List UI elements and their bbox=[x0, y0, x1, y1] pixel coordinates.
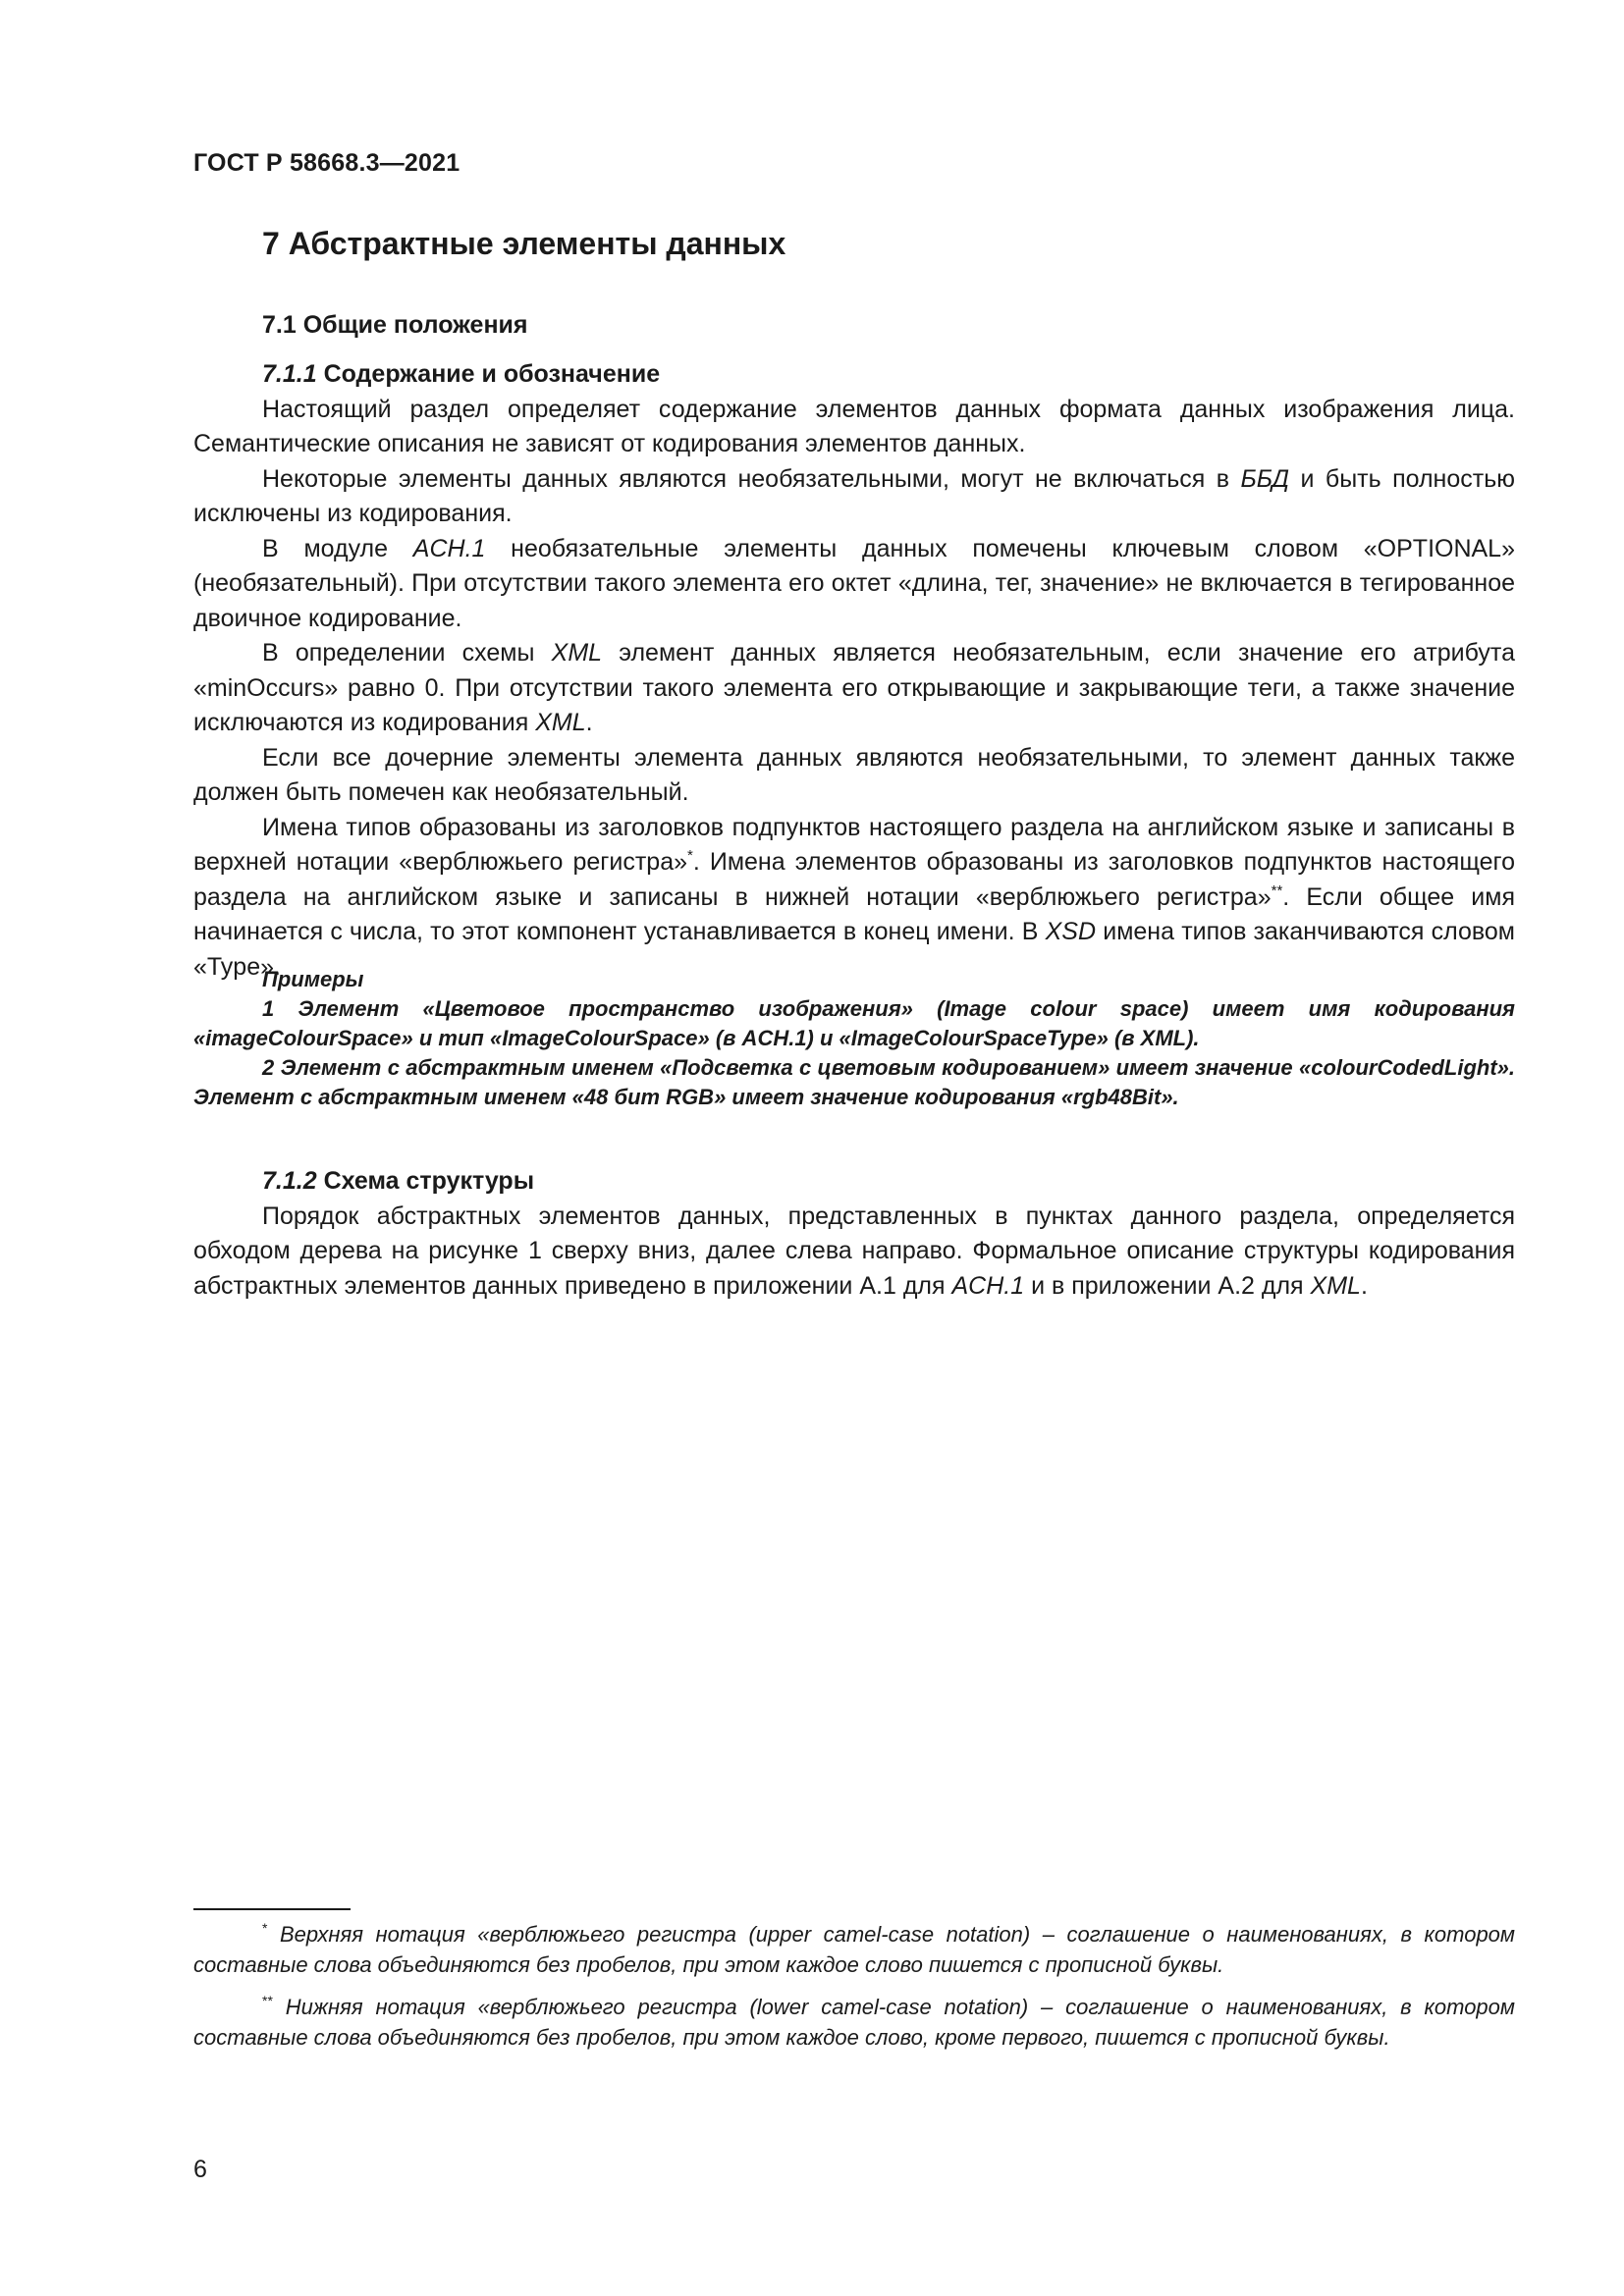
paragraph: Если все дочерние элементы элемента данных являются необязательными, то элемент данных также должен быть помечен как необязательный. bbox=[193, 743, 1515, 806]
clause-7-1-2-title: Схема структуры bbox=[323, 1167, 535, 1195]
paragraph: Некоторые элементы данных являются необязательными, могут не включаться в ББД и быть полностью исключены из кодирования. bbox=[193, 464, 1515, 527]
footnotes bbox=[193, 1919, 1515, 2064]
clause-7-1-2-number: 7.1.2 bbox=[262, 1167, 317, 1195]
paragraph: Имена типов образованы из заголовков подпунктов настоящего раздела на английском языке и записаны в верхней нотации «верблюжьего регистра»*. Имена элементов образованы из заголовков подпунктов настоящего раздела на английском языке и записаны в нижней нотации «верблюжьего регистра»**. Если общее имя начинается с числа, то этот компонент устанавливается в конец имени. В XSD имена типов заканчиваются словом «Type». bbox=[193, 813, 1516, 981]
paragraph: Настоящий раздел определяет содержание элементов данных формата данных изображения лица. Семантические описания не зависят от кодирования элементов данных. bbox=[193, 395, 1515, 457]
examples-block bbox=[193, 965, 1515, 1112]
document-code: ГОСТ Р 58668.3—2021 bbox=[193, 149, 460, 177]
clause-7-1-1 bbox=[193, 357, 1515, 985]
footnote: * Верхняя нотация «верблюжьего регистра (upper camel-case notation) – соглашение о наименованиях, в котором составные слова объединяются без пробелов, при этом каждое слово пишется с прописной буквы. bbox=[193, 1920, 1515, 1977]
page-number: 6 bbox=[193, 2156, 207, 2183]
footnote-ref[interactable]: * bbox=[687, 847, 693, 864]
paragraph: В модуле ACH.1 необязательные элементы данных помечены ключевым словом «OPTIONAL» (необязательный). При отсутствии такого элемента его октет «длина, тег, значение» не включается в тегированное двоичное кодирование. bbox=[193, 534, 1515, 632]
clause-7-1-1-number: 7.1.1 bbox=[262, 360, 317, 388]
footnote-ref[interactable]: ** bbox=[1271, 881, 1283, 899]
clause-7-1-1-heading bbox=[193, 357, 1515, 393]
footnote-separator bbox=[193, 1908, 351, 1910]
clause-7-1-2-heading bbox=[193, 1164, 1515, 1200]
example-item: 2 Элемент с абстрактным именем «Подсветка с цветовым кодированием» имеет значение «colourCodedLight». Элемент с абстрактным именем «48 бит RGB» имеет значение кодирования «rgb48Bit». bbox=[193, 1055, 1515, 1109]
clause-7-1-2 bbox=[193, 1164, 1515, 1304]
footnote: ** Нижняя нотация «верблюжьего регистра (lower camel-case notation) – соглашение о наименованиях, в котором составные слова объединяются без пробелов, при этом каждое слово, кроме первого, пишется с прописной буквы. bbox=[193, 1993, 1515, 2050]
example-item: 1 Элемент «Цветовое пространство изображения» (Image colour space) имеет имя кодирования «imageColourSpace» и тип «ImageColourSpace» (в ACH.1) и «ImageColourSpaceType» (в XML). bbox=[193, 996, 1515, 1050]
paragraph: В определении схемы XML элемент данных является необязательным, если значение его атрибута «minOccurs» равно 0. При отсутствии такого элемента его открывающие и закрывающие теги, а также значение исключаются из кодирования XML. bbox=[193, 639, 1515, 736]
examples-heading: Примеры bbox=[262, 967, 364, 991]
paragraph: Порядок абстрактных элементов данных, представленных в пунктах данного раздела, определяется обходом дерева на рисунке 1 сверху вниз, далее слева направо. Формальное описание структуры кодирования абстрактных элементов данных приведено в приложении А.1 для ACH.1 и в приложении А.2 для XML. bbox=[193, 1201, 1515, 1300]
clause-7-1-1-title: Содержание и обозначение bbox=[323, 360, 661, 388]
section-title: 7 Абстрактные элементы данных bbox=[262, 226, 786, 261]
subsection-title: 7.1 Общие положения bbox=[262, 311, 528, 339]
